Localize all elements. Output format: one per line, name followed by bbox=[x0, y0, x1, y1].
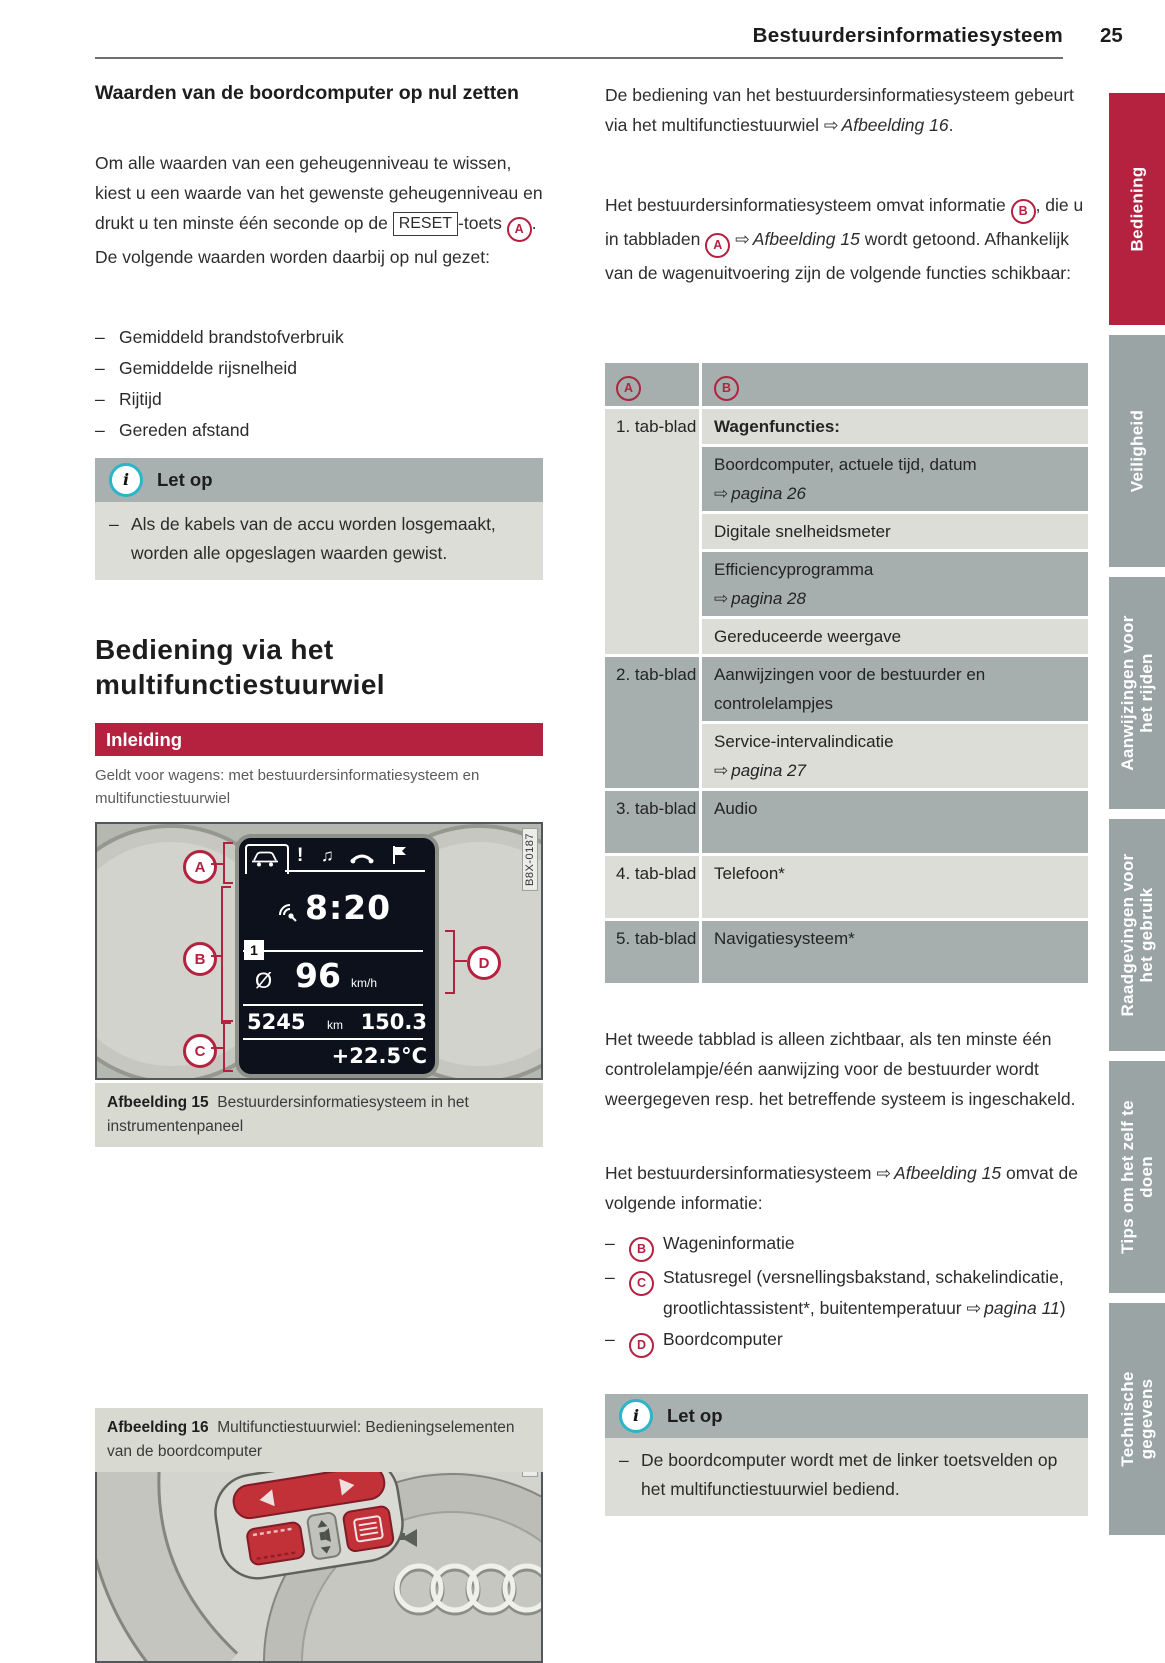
xref-arrow: ⇨ bbox=[714, 760, 729, 780]
paragraph-text: De bediening van het bestuurdersinformatiesysteem gebeurt via het multifunctiestuurwiel bbox=[605, 85, 1074, 135]
dash: – bbox=[95, 327, 105, 347]
table-cell: Digitale snelheidsmeter bbox=[702, 514, 1088, 549]
section-line-top bbox=[243, 950, 423, 952]
car-icon bbox=[251, 850, 279, 873]
marker-c: C bbox=[183, 1034, 217, 1068]
marker-a-line bbox=[211, 863, 223, 865]
list-item bbox=[95, 384, 543, 415]
xref-arrow: ⇨ bbox=[823, 115, 839, 135]
callout-letter-b: B bbox=[629, 1237, 654, 1262]
alert-icon: ! bbox=[297, 845, 304, 866]
odometer-value: 5245 bbox=[247, 1010, 306, 1034]
note-header bbox=[605, 1394, 1088, 1438]
callout-letter-a: A bbox=[507, 217, 532, 242]
marker-d-line bbox=[455, 960, 467, 962]
table-cell-text: Efficiencyprogramma bbox=[714, 559, 874, 579]
note-item-text: Als de kabels van de accu worden losgemaakt, worden alle opgeslagen waarden gewist. bbox=[131, 514, 496, 563]
list-item-text: Gemiddeld brandstofverbruik bbox=[119, 327, 344, 347]
note-title: Let op bbox=[667, 1405, 723, 1426]
average-speed-value: 96 bbox=[295, 956, 341, 995]
xref-page: pagina 11 bbox=[984, 1297, 1060, 1318]
sidebar-tab-label: Aanwijzingen voor het rijden bbox=[1118, 615, 1156, 771]
sidebar-tab-veiligheid bbox=[1109, 335, 1165, 567]
tab-functions-table bbox=[605, 363, 1088, 983]
xref-figure: Afbeelding 15 bbox=[752, 228, 860, 249]
list-item-text-part: ) bbox=[1059, 1297, 1066, 1318]
table-row bbox=[605, 409, 1088, 654]
table-cell: Wagenfuncties: bbox=[702, 409, 1088, 444]
table-cell: Aanwijzingen voor de bestuurder en controlelampjes bbox=[702, 657, 1088, 721]
left-column bbox=[95, 0, 543, 1653]
sidebar-tab-label: Veiligheid bbox=[1127, 409, 1147, 493]
note-item bbox=[619, 1446, 1074, 1504]
sidebar-tab-label: Raadgevingen voor het gebruik bbox=[1118, 853, 1156, 1017]
note-box-battery bbox=[95, 458, 543, 580]
trip-distance-value: 150.3 bbox=[360, 1010, 427, 1034]
marker-c-bracket bbox=[223, 1020, 233, 1072]
info-icon bbox=[619, 1399, 653, 1433]
xref-page: pagina 28 bbox=[731, 588, 806, 608]
table-cell bbox=[702, 724, 1088, 788]
info-icon-glyph: i bbox=[122, 470, 130, 489]
dash: – bbox=[109, 514, 119, 534]
sidebar-tab-label: Tips om het zelf te doen bbox=[1118, 1100, 1156, 1254]
figure-caption-text: Multifunctiestuurwiel: Bedieningselementen van de boordcomputer bbox=[107, 1419, 515, 1460]
paragraph-text: . De volgende waarden worden daarbij op nul gezet: bbox=[95, 213, 537, 267]
info-icon-glyph: i bbox=[632, 1406, 640, 1425]
sidebar-tab-label: Bediening bbox=[1127, 166, 1147, 252]
paragraph-text: omvat de volgende informatie: bbox=[605, 1163, 1078, 1213]
xref-page: pagina 27 bbox=[731, 760, 806, 780]
table-cell: Telefoon* bbox=[702, 856, 1088, 918]
marker-b-bracket bbox=[221, 886, 231, 1024]
dash: – bbox=[619, 1450, 629, 1470]
table-header-row bbox=[605, 363, 1088, 406]
xref-figure: Afbeelding 15 bbox=[894, 1163, 1002, 1183]
table-row bbox=[605, 921, 1088, 983]
figure-caption-label: Afbeelding 15 bbox=[107, 1094, 209, 1111]
paragraph-display-contents bbox=[605, 1158, 1088, 1218]
table-cell: Navigatiesysteem* bbox=[702, 921, 1088, 983]
list-item-text: Boordcomputer bbox=[663, 1328, 783, 1349]
page-number: 25 bbox=[1100, 24, 1123, 47]
paragraph-operation-intro bbox=[605, 80, 1088, 140]
paragraph-text: Het bestuurdersinformatiesysteem bbox=[605, 1163, 877, 1183]
dash: – bbox=[95, 389, 105, 409]
sidebar-tab-bediening bbox=[1109, 93, 1165, 325]
outside-temperature: +22.5°C bbox=[331, 1044, 427, 1068]
list-item bbox=[605, 1262, 1088, 1324]
info-icon bbox=[109, 463, 143, 497]
callout-letter-b: B bbox=[1011, 199, 1036, 224]
note-item-text: De boordcomputer wordt met de linker toetsvelden op het multifunctiestuurwiel bediend. bbox=[641, 1450, 1058, 1499]
tab-row-line bbox=[285, 870, 425, 872]
table-cell-text: Boordcomputer, actuele tijd, datum bbox=[714, 454, 977, 474]
marker-d: D bbox=[467, 946, 501, 980]
figure-caption-label: Afbeelding 16 bbox=[107, 1419, 209, 1436]
paragraph-text: Het bestuurdersinformatiesysteem omvat informatie bbox=[605, 195, 1011, 215]
sidebar-tab-raadgevingen bbox=[1109, 819, 1165, 1051]
subsection-bar-inleiding bbox=[95, 723, 543, 756]
table-cell bbox=[702, 447, 1088, 511]
paragraph-text: wordt getoond. Afhankelijk van de wagenuitvoering zijn de volgende functies schikbaar: bbox=[605, 228, 1071, 283]
list-item bbox=[95, 415, 543, 446]
table-row bbox=[605, 856, 1088, 918]
section-line-bottom bbox=[243, 1038, 423, 1040]
reset-key-label: RESET bbox=[393, 212, 458, 236]
xref-arrow: ⇨ bbox=[876, 1163, 892, 1183]
xref-arrow: ⇨ bbox=[714, 483, 729, 503]
average-speed-unit: km/h bbox=[351, 976, 378, 990]
figure-15-instrument-panel bbox=[95, 822, 543, 1080]
display-info-list bbox=[605, 1228, 1088, 1358]
paragraph-system-overview bbox=[605, 190, 1088, 288]
xref-arrow: ⇨ bbox=[966, 1297, 982, 1318]
dash: – bbox=[605, 1233, 615, 1253]
clock-time: 8:20 bbox=[305, 888, 392, 927]
figure-15-caption bbox=[95, 1083, 543, 1147]
satellite-clock-icon bbox=[277, 902, 297, 927]
odometer-unit: km bbox=[327, 1018, 343, 1032]
tab-number-badge: 1 bbox=[244, 940, 264, 960]
phone-icon bbox=[349, 850, 375, 869]
right-column bbox=[605, 0, 1088, 1653]
table-header-a bbox=[605, 363, 699, 406]
page-title: Bestuurdersinformatiesysteem bbox=[752, 24, 1063, 47]
driver-info-display bbox=[235, 834, 439, 1078]
table-cell-text: Service-intervalindicatie bbox=[714, 731, 894, 751]
note-box-boordcomputer bbox=[605, 1394, 1088, 1516]
section-line-mid bbox=[243, 1004, 423, 1006]
list-item-text bbox=[663, 1262, 1088, 1324]
dash: – bbox=[95, 358, 105, 378]
sidebar-tab-label: Technische gegevens bbox=[1118, 1371, 1156, 1467]
table-tab-cell: 5. tab-blad bbox=[605, 921, 699, 983]
callout-letter-b: B bbox=[714, 376, 739, 401]
xref-figure: Afbeelding 16 bbox=[841, 115, 949, 135]
list-item-text: Rijtijd bbox=[119, 389, 162, 409]
sidebar-tab-technische bbox=[1109, 1303, 1165, 1535]
sidebar-tab-aanwijzingen bbox=[1109, 577, 1165, 809]
section-heading-reset-values: Waarden van de boordcomputer op nul zetten bbox=[95, 82, 519, 104]
paragraph-text: , die u in tabbladen bbox=[605, 195, 1084, 249]
list-item bbox=[605, 1324, 1088, 1358]
subsection-title: Inleiding bbox=[106, 728, 183, 750]
table-row bbox=[605, 657, 1088, 788]
table-tab-cell: 2. tab-blad bbox=[605, 657, 699, 788]
sidebar-tab-tips bbox=[1109, 1061, 1165, 1293]
figure-16-caption bbox=[95, 1408, 543, 1472]
note-item bbox=[109, 510, 529, 568]
applies-to-note: Geldt voor wagens: met bestuurdersinformatiesysteem en multifunctiestuurwiel bbox=[95, 767, 480, 807]
note-header bbox=[95, 458, 543, 502]
list-item-text: Gereden afstand bbox=[119, 420, 250, 440]
xref-arrow: ⇨ bbox=[735, 228, 750, 249]
paragraph-second-tab: Het tweede tabblad is alleen zichtbaar, als ten minste één controlelampje/één aanwijzing voor de bestuurder wordt weergegeven resp. het betreffende systeem is ingeschakeld. bbox=[605, 1029, 1076, 1109]
list-item bbox=[95, 353, 543, 384]
callout-letter-c: C bbox=[629, 1271, 654, 1296]
paragraph-text: Om alle waarden van een geheugenniveau te wissen, kiest u een waarde van het gewenste geheugenniveau en drukt u ten minste één seconde op de bbox=[95, 153, 543, 233]
list-item bbox=[605, 1228, 1088, 1262]
xref-arrow: ⇨ bbox=[714, 588, 729, 608]
callout-letter-a: A bbox=[616, 376, 641, 401]
marker-c-line bbox=[211, 1047, 223, 1049]
dash: – bbox=[605, 1266, 615, 1287]
table-tab-cell: 1. tab-blad bbox=[605, 409, 699, 654]
list-item bbox=[95, 322, 543, 353]
figure-caption-text: Bestuurdersinformatiesysteem in het instrumentenpaneel bbox=[107, 1094, 469, 1135]
list-item-text-part: Statusregel (versnellingsbakstand, schakelindicatie, grootlichtassistent*, buitentemperatuur bbox=[663, 1266, 1064, 1318]
average-symbol: Ø bbox=[255, 968, 273, 993]
xref-page: pagina 26 bbox=[731, 483, 806, 503]
dash: – bbox=[95, 420, 105, 440]
table-cell bbox=[702, 552, 1088, 616]
dash: – bbox=[605, 1328, 615, 1349]
table-cell: Gereduceerde weergave bbox=[702, 619, 1088, 654]
list-item-text: Gemiddelde rijsnelheid bbox=[119, 358, 298, 378]
table-tab-cell: 3. tab-blad bbox=[605, 791, 699, 853]
table-cell: Audio bbox=[702, 791, 1088, 853]
reset-values-list bbox=[95, 322, 543, 446]
music-note-icon: ♫ bbox=[321, 846, 334, 865]
figure-code: B8X-0187 bbox=[522, 828, 538, 891]
marker-a: A bbox=[183, 850, 217, 884]
table-row bbox=[605, 791, 1088, 853]
marker-d-bracket bbox=[445, 930, 455, 994]
note-body bbox=[605, 1438, 1088, 1516]
marker-b-line bbox=[211, 955, 221, 957]
thumb-wheel bbox=[246, 1522, 305, 1566]
marker-b: B bbox=[183, 942, 217, 976]
paragraph-text: . bbox=[948, 115, 954, 135]
list-item-text: Wageninformatie bbox=[663, 1233, 795, 1253]
callout-letter-a: A bbox=[705, 233, 730, 258]
table-tab-cell: 4. tab-blad bbox=[605, 856, 699, 918]
section-heading-steering-wheel: Bediening via het multifunctiestuurwiel bbox=[95, 634, 385, 700]
table-header-b bbox=[702, 363, 1088, 406]
note-body bbox=[95, 502, 543, 580]
paragraph-text: -toets bbox=[458, 213, 507, 233]
paragraph-reset-intro bbox=[95, 148, 543, 272]
note-title: Let op bbox=[157, 469, 213, 490]
marker-a-bracket bbox=[223, 842, 233, 884]
callout-letter-d: D bbox=[629, 1333, 654, 1358]
destination-flag-icon bbox=[391, 845, 409, 870]
